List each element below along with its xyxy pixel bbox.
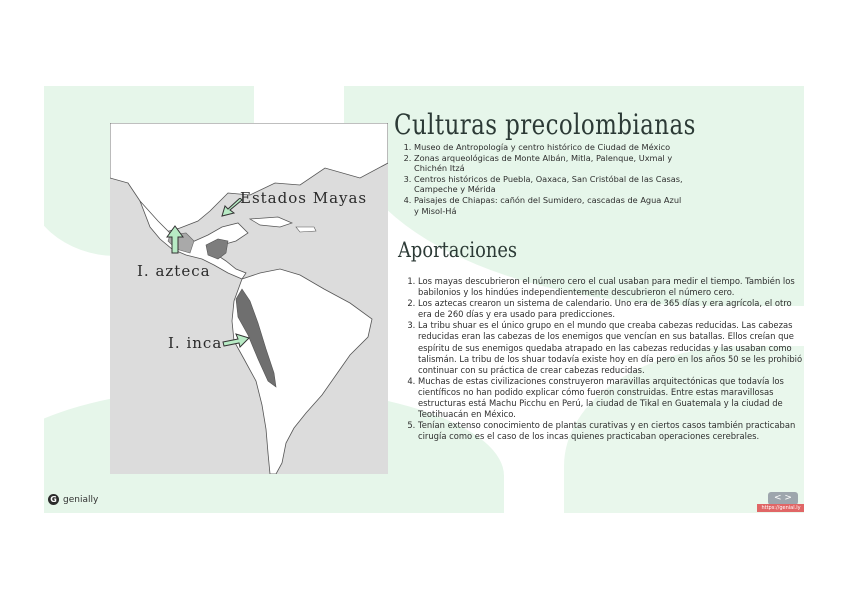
genially-logo-icon: G — [48, 494, 59, 505]
page-title: Culturas precolombianas — [394, 108, 696, 141]
brand-name: genially — [63, 494, 99, 505]
list-item: 3. La tribu shuar es el único grupo en el mundo que creaba cabezas reducidas. Las cabezas reducidas eran las cabezas de los enemigos que vencían en sus batallas. Ellos creían que espíritu de sus enemigos quedaba atrapado en las cabezas reducidas y las usaban como talismán. La tribu de los shuar todavía existe hoy en día pero en los años 50 se les prohibió continuar con su práctica de crear cabezas reducidas. — [418, 320, 804, 375]
map-label-inca: I. inca — [168, 334, 223, 352]
slide — [44, 86, 804, 513]
list-item: 3. Centros históricos de Puebla, Oaxaca, San Cristóbal de las Casas, Campeche y Mérida — [414, 174, 684, 195]
list-item: 2. Zonas arqueológicas de Monte Albán, Mitla, Palenque, Uxmal y Chichén Itzá — [414, 153, 684, 174]
aportaciones-list — [400, 276, 804, 442]
arrow-icon — [166, 225, 184, 255]
list-item: 1. Museo de Antropología y centro histórico de Ciudad de México — [414, 142, 684, 153]
section-title: Aportaciones — [398, 238, 518, 262]
arrow-icon — [220, 198, 244, 218]
list-item: 4. Paisajes de Chiapas: cañón del Sumidero, cascadas de Agua Azul y Misol-Há — [414, 195, 684, 216]
map-label-mayas: Estados Mayas — [240, 189, 368, 207]
genially-logo[interactable] — [48, 494, 98, 505]
share-button[interactable]: < > — [768, 492, 798, 505]
url-tag[interactable]: https://genial.ly — [757, 504, 804, 512]
list-item: 5. Tenían extenso conocimiento de plantas curativas y en ciertos casos también practicaban cirugía como es el caso de los incas quienes practicaban operaciones cerebrales. — [418, 420, 804, 442]
americas-map — [110, 123, 388, 474]
arrow-icon — [222, 331, 250, 349]
list-item: 1. Los mayas descubrieron el número cero el cual usaban para medir el tiempo. También los babilonios y los hindúes independientemente descubrieron el número cero. — [418, 276, 804, 298]
places-list — [396, 142, 684, 216]
map-label-azteca: I. azteca — [137, 262, 211, 280]
map-image — [110, 123, 388, 474]
list-item: 4. Muchas de estas civilizaciones construyeron maravillas arquitectónicas que todavía los científicos no han podido explicar cómo fueron construidas. Entre estas maravillosas estructuras está Machu Picchu en Perú, la ciudad de Tikal en Guatemala y la ciudad de Teotihuacán en México. — [418, 376, 804, 420]
list-item: 2. Los aztecas crearon un sistema de calendario. Uno era de 365 días y era agrícola, el otro era de 260 días y era usado para predicciones. — [418, 298, 804, 320]
